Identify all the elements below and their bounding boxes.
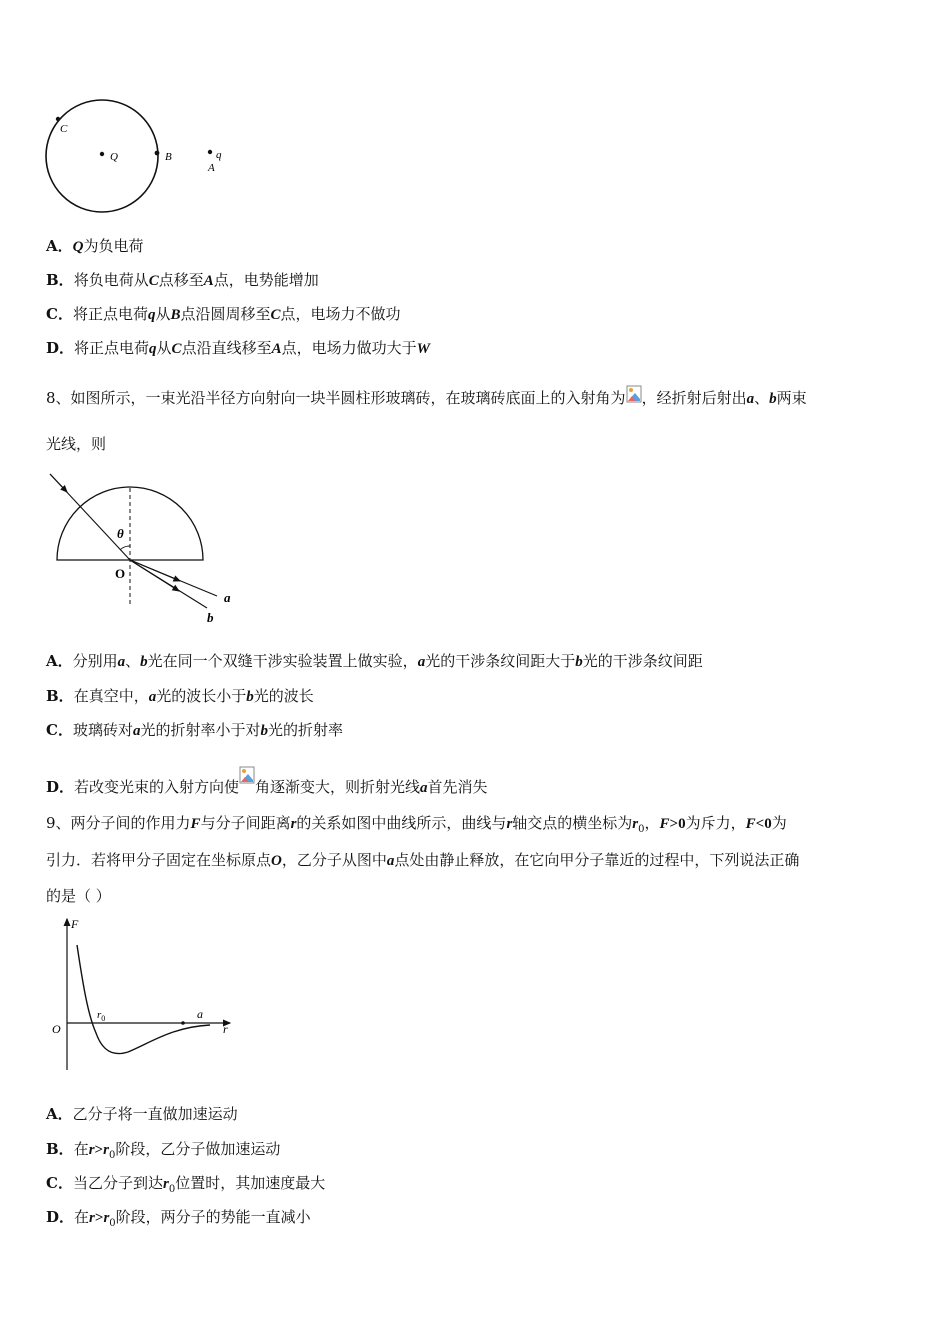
label-q-test: q [216,149,222,161]
broken-image-icon [239,766,255,786]
q8-option-c: C．玻璃砖对a光的折射率小于对b光的折射率 [46,721,343,739]
label-theta: θ [117,526,124,541]
label-r0: $r_0$ [97,1009,106,1023]
label-point-a: a [197,1007,203,1021]
theta-arc [120,546,130,550]
q9-option-d: D．在$r>r_0$阶段，两分子的势能一直减小 [46,1208,311,1229]
label-o: O [115,566,126,581]
q8-option-b: B．在真空中，a光的波长小于b光的波长 [46,687,314,705]
point-q-center [100,152,104,156]
q8-stem-line1: 8、如图所示，一束光沿半径方向射向一块半圆柱形玻璃砖，在玻璃砖底面上的入射角为 ，经折射后射出a、b两束 [46,385,807,409]
q9-stem-line2: 引力．若将甲分子固定在坐标原点O，乙分子从图中a点处由静止释放，在它向甲分子靠近的过程中，下列说法正确 [46,851,800,869]
option-letter: A． [46,652,73,670]
option-letter: B． [46,687,74,705]
q9-option-a: A．乙分子将一直做加速运动 [46,1105,238,1123]
ray-a-arrow [130,560,180,581]
q7-option-a: A．Q为负电荷 [46,237,144,255]
option-letter: D． [46,339,75,357]
point-c [56,117,60,121]
incident-ray-arrow [50,474,67,492]
q9-stem-line1: 9、两分子间的作用力F与分子间距离r的关系如图中曲线所示，曲线与r轴交点的横坐标为$r_0$，F>0为斥力，F<0为 [46,814,787,835]
label-origin: O [52,1022,61,1036]
point-a [208,150,212,154]
option-letter: B． [46,271,74,289]
option-letter: A． [46,237,73,255]
label-r-axis: r [223,1022,228,1036]
label-ray-a: a [224,590,231,605]
label-ray-b: b [207,610,214,625]
option-letter: B． [46,1140,74,1158]
label-b: B [165,151,172,163]
label-a: A [208,162,215,174]
q9-stem-line3: 的是（ ） [46,887,111,905]
q7-option-b: B．将负电荷从C点移至A点，电势能增加 [46,271,319,289]
broken-image-icon [626,385,642,405]
figure-force-distance-graph [50,915,240,1075]
option-letter: D． [46,778,75,796]
force-curve [77,945,210,1054]
figure-charge-circle [40,95,240,220]
q8-stem-line2: 光线，则 [46,435,107,453]
q8-option-a: A．分别用a、b光在同一个双缝干涉实验装置上做实验，a光的干涉条纹间距大于b光的干涉条纹间距 [46,652,703,670]
option-letter: C． [46,305,73,323]
ray-b-arrow [130,560,179,591]
point-b [155,151,160,156]
label-q-center: Q [110,151,118,163]
q9-option-b: B．在$r>r_0$阶段，乙分子做加速运动 [46,1140,281,1161]
label-f-axis: F [71,917,79,931]
q9-option-c: C．当乙分子到达$r_0$位置时，其加速度最大 [46,1174,326,1195]
option-letter: D． [46,1208,75,1226]
point-a [181,1021,185,1025]
option-letter: C． [46,1174,73,1192]
q8-option-d: D．若改变光束的入射方向使 角逐渐变大，则折射光线a首先消失 [46,766,488,798]
q7-option-c: C．将正点电荷q从B点沿圆周移至C点，电场力不做功 [46,305,401,323]
option-letter: A． [46,1105,73,1123]
option-letter: C． [46,721,73,739]
q7-option-d: D．将正点电荷q从C点沿直线移至A点，电场力做功大于W [46,339,430,357]
figure-semicircle-glass [45,466,245,628]
label-c: C [60,123,68,135]
